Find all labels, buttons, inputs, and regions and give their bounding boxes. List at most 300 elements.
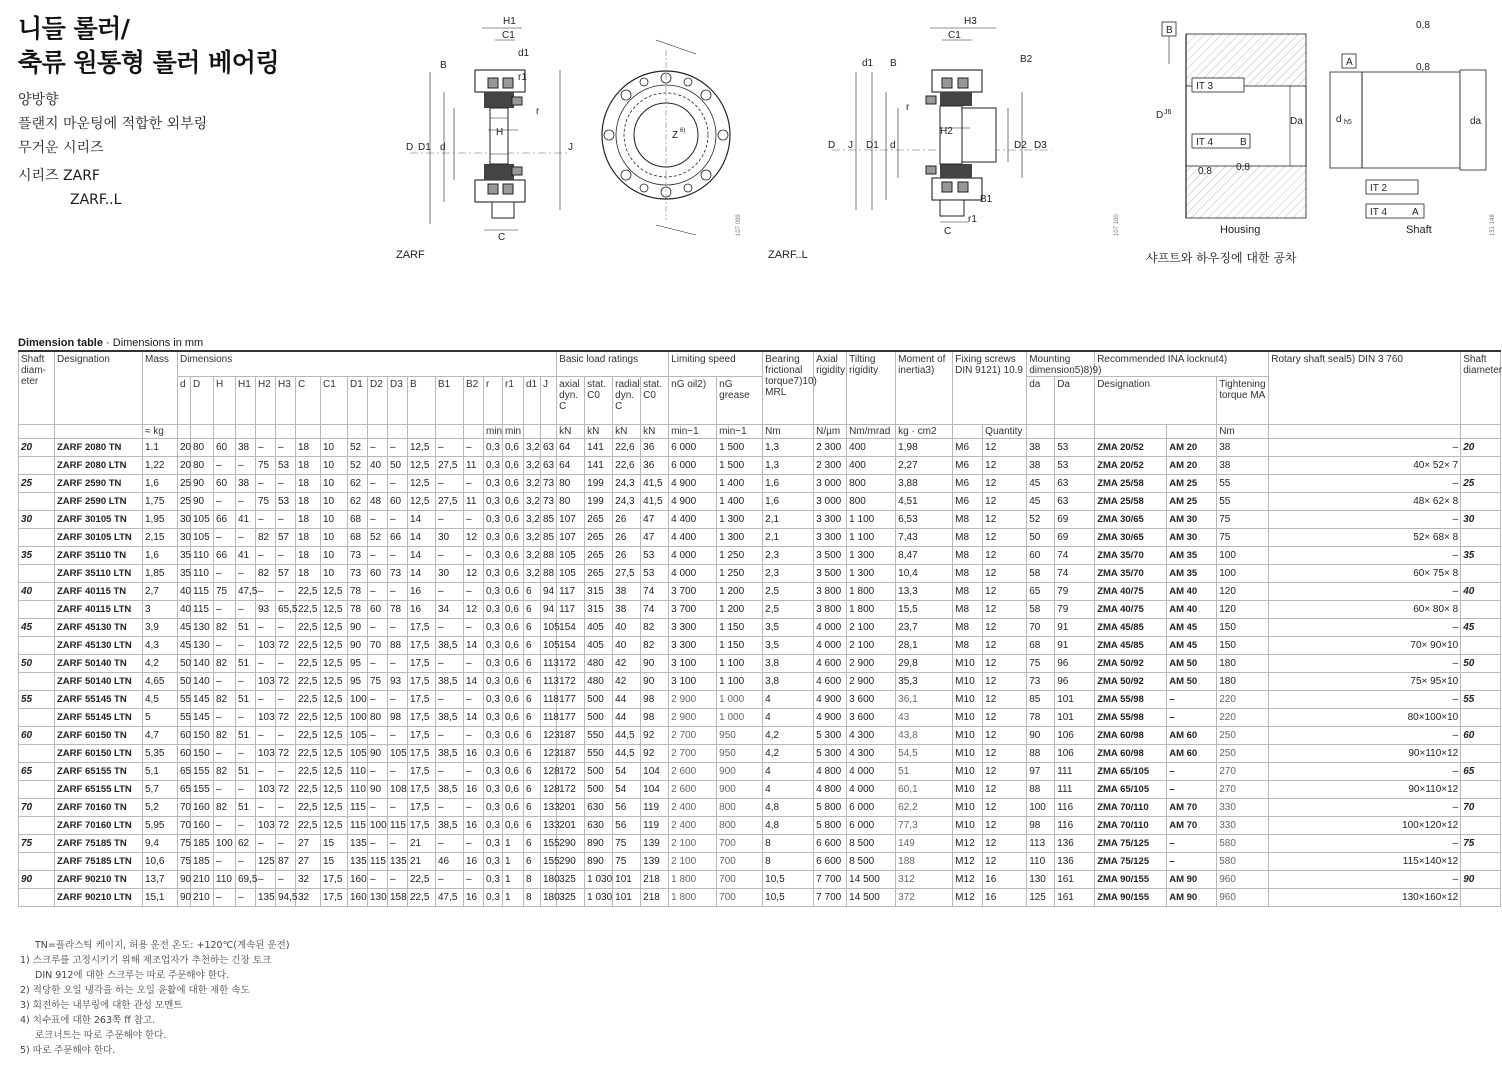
cell-nut: ZMA 25/58 bbox=[1095, 475, 1167, 493]
cell-r: 0,3 bbox=[484, 511, 503, 529]
cell-b1: – bbox=[436, 439, 464, 457]
cell-shaft2: 60 bbox=[1461, 727, 1501, 745]
cell-mrl: 1,6 bbox=[763, 493, 814, 511]
cell-ckl: 2 900 bbox=[847, 655, 896, 673]
cell-h3: 53 bbox=[276, 493, 296, 511]
cell-ac: 107 bbox=[557, 511, 585, 529]
footnote-line: DIN 912에 대한 스크루는 따로 주문해야 한다. bbox=[35, 970, 230, 981]
cell-ac0: 405 bbox=[585, 619, 613, 637]
unit-cell bbox=[388, 425, 408, 439]
label-dj6-sup: J6 bbox=[1164, 109, 1172, 116]
cell-b: 17,5 bbox=[408, 781, 436, 799]
cell-shaft2: 70 bbox=[1461, 799, 1501, 817]
cell-h3: – bbox=[276, 799, 296, 817]
cell-seal: 60× 75× 8 bbox=[1269, 565, 1461, 583]
cell-h3: – bbox=[276, 619, 296, 637]
cell-ac0: 315 bbox=[585, 583, 613, 601]
cell-shaft: 40 bbox=[19, 583, 55, 601]
cell-r1: 0,6 bbox=[503, 727, 524, 745]
cell-rc: 54 bbox=[613, 763, 641, 781]
cell-des: ZARF 30105 LTN bbox=[55, 529, 143, 547]
cell-rc: 54 bbox=[613, 781, 641, 799]
cell-seal: – bbox=[1269, 871, 1461, 889]
cell-am: – bbox=[1167, 709, 1217, 727]
cell-ckl: 6 000 bbox=[847, 799, 896, 817]
cell-screw: M12 bbox=[953, 889, 983, 907]
cell-r: 0,3 bbox=[484, 619, 503, 637]
cell-seal: 90×110×12 bbox=[1269, 745, 1461, 763]
cell-screw: M10 bbox=[953, 673, 983, 691]
cell-mm: 54,5 bbox=[896, 745, 953, 763]
cell-ac0: 265 bbox=[585, 511, 613, 529]
label-h2: H2 bbox=[940, 126, 953, 137]
cell-h: – bbox=[214, 853, 236, 871]
cell-ma: 960 bbox=[1217, 889, 1269, 907]
cell-c: 32 bbox=[296, 889, 321, 907]
cell-b: 17,5 bbox=[408, 637, 436, 655]
cell-b1: 27,5 bbox=[436, 493, 464, 511]
subtitle-direction: 양방향 bbox=[18, 92, 59, 108]
cell-qty: 12 bbox=[983, 583, 1027, 601]
cell-b: 22,5 bbox=[408, 889, 436, 907]
cell-cal: 4 600 bbox=[814, 655, 847, 673]
cell-d: 160 bbox=[191, 817, 214, 835]
cell-da: 74 bbox=[1055, 547, 1095, 565]
cell-d1: 6 bbox=[524, 583, 541, 601]
drawing-code-2: 107 100 bbox=[1114, 214, 1120, 236]
col-radial-dyn: radial dyn. C bbox=[613, 377, 641, 425]
series-label-l: ZARF..L bbox=[70, 192, 122, 208]
cell-d1: 68 bbox=[348, 511, 368, 529]
cell-d1: 6 bbox=[524, 637, 541, 655]
cell-c: 18 bbox=[296, 565, 321, 583]
cell-seal: – bbox=[1269, 583, 1461, 601]
cell-cal: 4 000 bbox=[814, 619, 847, 637]
cell-ac: 172 bbox=[557, 673, 585, 691]
cell-rc0: 82 bbox=[641, 619, 669, 637]
cell-d3: – bbox=[388, 475, 408, 493]
cell-d3: 88 bbox=[388, 637, 408, 655]
cell-mrl: 1,3 bbox=[763, 457, 814, 475]
cell-qty: 12 bbox=[983, 637, 1027, 655]
cell-da: 101 bbox=[1055, 691, 1095, 709]
cell-r1: 0,6 bbox=[503, 817, 524, 835]
cell-ckl: 1 100 bbox=[847, 529, 896, 547]
cell-cal: 4 800 bbox=[814, 781, 847, 799]
label-h: H bbox=[496, 127, 504, 138]
cell-mass: 5,7 bbox=[143, 781, 178, 799]
cell-mrl: 3,8 bbox=[763, 655, 814, 673]
cell-oil: 3 100 bbox=[669, 673, 717, 691]
cell-des: ZARF 50140 LTN bbox=[55, 673, 143, 691]
cell-b1: – bbox=[436, 547, 464, 565]
cell-mass: 1,85 bbox=[143, 565, 178, 583]
unit-cell: min−1 bbox=[669, 425, 717, 439]
cell-da: 69 bbox=[1055, 529, 1095, 547]
cell-h: 66 bbox=[214, 511, 236, 529]
footnote-line: 로크너트는 따로 주문해야 한다. bbox=[35, 1030, 167, 1041]
table-row bbox=[19, 691, 1501, 709]
cell-j: 88 bbox=[541, 547, 557, 565]
cell-d: 185 bbox=[191, 835, 214, 853]
cell-ma: 220 bbox=[1217, 691, 1269, 709]
cell-rc: 101 bbox=[613, 889, 641, 907]
title-block bbox=[18, 12, 378, 212]
cell-r: 0,3 bbox=[484, 475, 503, 493]
label-l-d1-outer: D1 bbox=[866, 140, 879, 151]
cell-b: 17,5 bbox=[408, 691, 436, 709]
cell-r1: 1 bbox=[503, 853, 524, 871]
cell-h1: 38 bbox=[236, 475, 256, 493]
col-dim-h1: H1 bbox=[236, 377, 256, 425]
col-mounting: Mounting dimension5)8)9) bbox=[1027, 351, 1095, 377]
cell-nut: ZMA 40/75 bbox=[1095, 601, 1167, 619]
unit-cell bbox=[1095, 425, 1167, 439]
cell-b2: 16 bbox=[464, 745, 484, 763]
cell-c1: 12,5 bbox=[321, 727, 348, 745]
cell-shaft bbox=[19, 601, 55, 619]
cell-h2: 103 bbox=[256, 817, 276, 835]
cell-b1: – bbox=[436, 475, 464, 493]
cell-mrl: 3,5 bbox=[763, 619, 814, 637]
cell-d3: 50 bbox=[388, 457, 408, 475]
cell-b: 14 bbox=[408, 529, 436, 547]
cell-b1: – bbox=[436, 727, 464, 745]
cell-grease: 1 500 bbox=[717, 439, 763, 457]
cell-da: 125 bbox=[1027, 889, 1055, 907]
cell-d1: 3,2 bbox=[524, 493, 541, 511]
cell-b1: – bbox=[436, 583, 464, 601]
cell-screw: M10 bbox=[953, 709, 983, 727]
cell-d1: 6 bbox=[524, 655, 541, 673]
cell-ckl: 14 500 bbox=[847, 889, 896, 907]
cell-ckl: 3 600 bbox=[847, 709, 896, 727]
cell-da: 65 bbox=[1027, 583, 1055, 601]
cell-shaft bbox=[19, 853, 55, 871]
cell-da: 161 bbox=[1055, 871, 1095, 889]
cell-nut: ZMA 50/92 bbox=[1095, 673, 1167, 691]
cell-d1: 6 bbox=[524, 709, 541, 727]
roughness-3: 0,8 bbox=[1416, 20, 1430, 31]
label-l-c1: C1 bbox=[948, 30, 961, 41]
cell-nut: ZMA 30/65 bbox=[1095, 511, 1167, 529]
cell-h3: – bbox=[276, 727, 296, 745]
cell-j: 88 bbox=[541, 565, 557, 583]
cell-r1: 0,6 bbox=[503, 583, 524, 601]
cell-ckl: 2 900 bbox=[847, 673, 896, 691]
cell-grease: 1 100 bbox=[717, 655, 763, 673]
unit-cell bbox=[408, 425, 436, 439]
cell-j: 180 bbox=[541, 871, 557, 889]
cell-r: 0,3 bbox=[484, 691, 503, 709]
cell-h3: 94,5 bbox=[276, 889, 296, 907]
col-shaft-diameter: Shaft diam- eter bbox=[19, 351, 55, 425]
cell-shaft2 bbox=[1461, 673, 1501, 691]
label-d1-outer: D1 bbox=[418, 142, 431, 153]
cell-rc: 40 bbox=[613, 619, 641, 637]
cell-b2: – bbox=[464, 475, 484, 493]
col-dim-c1: C1 bbox=[321, 377, 348, 425]
cell-c: 22,5 bbox=[296, 691, 321, 709]
cell-d3: 98 bbox=[388, 709, 408, 727]
cell-h1: – bbox=[236, 673, 256, 691]
cell-mass: 5,35 bbox=[143, 745, 178, 763]
cell-d2: – bbox=[368, 475, 388, 493]
cell-h: 75 bbox=[214, 583, 236, 601]
cell-b: 12,5 bbox=[408, 493, 436, 511]
cell-shaft: 75 bbox=[19, 835, 55, 853]
cell-d3: – bbox=[388, 691, 408, 709]
cell-ac0: 265 bbox=[585, 529, 613, 547]
cell-oil: 3 300 bbox=[669, 637, 717, 655]
cell-b2: – bbox=[464, 871, 484, 889]
cell-rc0: 53 bbox=[641, 565, 669, 583]
cell-d1: 6 bbox=[524, 691, 541, 709]
table-row bbox=[19, 709, 1501, 727]
cell-rc0: 218 bbox=[641, 871, 669, 889]
cell-d: 50 bbox=[178, 673, 191, 691]
cell-h2: – bbox=[256, 835, 276, 853]
cell-b1: 34 bbox=[436, 601, 464, 619]
cell-seal: 40× 52× 7 bbox=[1269, 457, 1461, 475]
label-c1: C1 bbox=[502, 30, 515, 41]
cell-oil: 2 700 bbox=[669, 727, 717, 745]
cell-oil: 3 700 bbox=[669, 583, 717, 601]
cell-h1: – bbox=[236, 709, 256, 727]
cell-r1: 1 bbox=[503, 871, 524, 889]
cell-cal: 3 800 bbox=[814, 583, 847, 601]
table-row bbox=[19, 799, 1501, 817]
cell-h: – bbox=[214, 457, 236, 475]
cell-seal: 52× 68× 8 bbox=[1269, 529, 1461, 547]
cell-des: ZARF 60150 LTN bbox=[55, 745, 143, 763]
cell-cal: 4 900 bbox=[814, 691, 847, 709]
cell-d1: 105 bbox=[348, 745, 368, 763]
cell-nut: ZMA 25/58 bbox=[1095, 493, 1167, 511]
cell-d1: 73 bbox=[348, 565, 368, 583]
cell-b: 17,5 bbox=[408, 727, 436, 745]
cell-d2: – bbox=[368, 763, 388, 781]
cell-seal: – bbox=[1269, 439, 1461, 457]
cell-b1: 38,5 bbox=[436, 817, 464, 835]
cell-j: 155 bbox=[541, 835, 557, 853]
cell-ac0: 480 bbox=[585, 655, 613, 673]
cell-r1: 0,6 bbox=[503, 655, 524, 673]
cell-d: 45 bbox=[178, 619, 191, 637]
cell-mass: 4,2 bbox=[143, 655, 178, 673]
cell-r1: 0,6 bbox=[503, 763, 524, 781]
cell-rc0: 74 bbox=[641, 583, 669, 601]
cell-j: 118 bbox=[541, 691, 557, 709]
cell-shaft2 bbox=[1461, 745, 1501, 763]
cell-da: 111 bbox=[1055, 763, 1095, 781]
subtitle-heavy-series: 무거운 시리즈 bbox=[18, 140, 104, 156]
cell-des: ZARF 2080 LTN bbox=[55, 457, 143, 475]
cell-qty: 12 bbox=[983, 691, 1027, 709]
table-row bbox=[19, 781, 1501, 799]
cell-am: AM 70 bbox=[1167, 799, 1217, 817]
cell-ac: 201 bbox=[557, 799, 585, 817]
cell-d2: 80 bbox=[368, 709, 388, 727]
cell-d: 20 bbox=[178, 439, 191, 457]
cell-da: 110 bbox=[1027, 853, 1055, 871]
cell-d: 105 bbox=[191, 529, 214, 547]
cell-grease: 700 bbox=[717, 853, 763, 871]
cell-b2: 16 bbox=[464, 853, 484, 871]
cell-nut: ZMA 50/92 bbox=[1095, 655, 1167, 673]
col-dim-r1: r1 bbox=[503, 377, 524, 425]
cell-d2: 60 bbox=[368, 565, 388, 583]
cell-ac: 325 bbox=[557, 889, 585, 907]
cell-ac: 172 bbox=[557, 763, 585, 781]
cell-r: 0,3 bbox=[484, 889, 503, 907]
cell-b1: – bbox=[436, 763, 464, 781]
cell-des: ZARF 60150 TN bbox=[55, 727, 143, 745]
cell-d3: 73 bbox=[388, 565, 408, 583]
cell-h1: – bbox=[236, 457, 256, 475]
cell-b2: – bbox=[464, 799, 484, 817]
tol-it4-a-ref: A bbox=[1412, 207, 1419, 218]
cell-da: 78 bbox=[1027, 709, 1055, 727]
cell-c1: 12,5 bbox=[321, 637, 348, 655]
cell-h1: – bbox=[236, 745, 256, 763]
cell-mm: 4,51 bbox=[896, 493, 953, 511]
cell-ckl: 1 300 bbox=[847, 565, 896, 583]
col-dim-d1: D1 bbox=[348, 377, 368, 425]
cell-d: 140 bbox=[191, 655, 214, 673]
cell-d1: 6 bbox=[524, 799, 541, 817]
cell-seal: 130×160×12 bbox=[1269, 889, 1461, 907]
cell-oil: 2 100 bbox=[669, 835, 717, 853]
col-axial-rigidity: Axial rigidity bbox=[814, 351, 847, 425]
label-d2: D2 bbox=[1014, 140, 1027, 151]
cell-cal: 3 000 bbox=[814, 493, 847, 511]
cell-h: 82 bbox=[214, 763, 236, 781]
cell-c1: 10 bbox=[321, 529, 348, 547]
cell-shaft bbox=[19, 781, 55, 799]
col-dim-h: H bbox=[214, 377, 236, 425]
cell-h2: – bbox=[256, 691, 276, 709]
cell-b: 17,5 bbox=[408, 655, 436, 673]
cell-nut: ZMA 90/155 bbox=[1095, 871, 1167, 889]
cell-h3: – bbox=[276, 835, 296, 853]
cell-seal: 75× 95×10 bbox=[1269, 673, 1461, 691]
cell-c1: 12,5 bbox=[321, 691, 348, 709]
cell-rc0: 119 bbox=[641, 817, 669, 835]
cell-r: 0,3 bbox=[484, 799, 503, 817]
cell-h1: 69,5 bbox=[236, 871, 256, 889]
drawing-zarfl-section bbox=[822, 10, 1062, 242]
cell-h1: – bbox=[236, 817, 256, 835]
cell-ac0: 199 bbox=[585, 493, 613, 511]
cell-rc0: 104 bbox=[641, 763, 669, 781]
cell-j: 63 bbox=[541, 457, 557, 475]
cell-c1: 12,5 bbox=[321, 709, 348, 727]
roughness-4: 0,8 bbox=[1416, 62, 1430, 73]
cell-nut: ZMA 35/70 bbox=[1095, 547, 1167, 565]
cell-d1: 3,2 bbox=[524, 457, 541, 475]
cell-ma: 100 bbox=[1217, 547, 1269, 565]
cell-h3: – bbox=[276, 511, 296, 529]
cell-r1: 0,6 bbox=[503, 745, 524, 763]
cell-ac0: 480 bbox=[585, 673, 613, 691]
cell-shaft2 bbox=[1461, 637, 1501, 655]
cell-mass: 3,9 bbox=[143, 619, 178, 637]
subtitle-flange: 플랜지 마운팅에 적합한 외부링 bbox=[18, 116, 208, 132]
cell-ac0: 141 bbox=[585, 457, 613, 475]
cell-r: 0,3 bbox=[484, 655, 503, 673]
cell-d1: 3,2 bbox=[524, 565, 541, 583]
cell-j: 133 bbox=[541, 817, 557, 835]
cell-j: 180 bbox=[541, 889, 557, 907]
cell-ma: 180 bbox=[1217, 673, 1269, 691]
cell-b1: 30 bbox=[436, 565, 464, 583]
cell-h1: 62 bbox=[236, 835, 256, 853]
cell-grease: 1 250 bbox=[717, 565, 763, 583]
cell-h2: 82 bbox=[256, 565, 276, 583]
cell-mass: 4,5 bbox=[143, 691, 178, 709]
cell-d1: 6 bbox=[524, 817, 541, 835]
cell-h1: 47,5 bbox=[236, 583, 256, 601]
cell-ma: 270 bbox=[1217, 763, 1269, 781]
cell-des: ZARF 2590 TN bbox=[55, 475, 143, 493]
cell-ckl: 800 bbox=[847, 493, 896, 511]
cell-cal: 3 500 bbox=[814, 547, 847, 565]
cell-seal: 60× 80× 8 bbox=[1269, 601, 1461, 619]
cell-c1: 17,5 bbox=[321, 871, 348, 889]
cell-d: 65 bbox=[178, 781, 191, 799]
cell-h2: 103 bbox=[256, 673, 276, 691]
cell-j: 94 bbox=[541, 583, 557, 601]
cell-da: 63 bbox=[1055, 493, 1095, 511]
cell-grease: 900 bbox=[717, 781, 763, 799]
cell-h: 82 bbox=[214, 691, 236, 709]
cell-b2: 16 bbox=[464, 781, 484, 799]
cell-ac0: 1 030 bbox=[585, 871, 613, 889]
cell-h1: – bbox=[236, 781, 256, 799]
cell-d3: – bbox=[388, 511, 408, 529]
cell-am: AM 20 bbox=[1167, 439, 1217, 457]
datum-a: A bbox=[1346, 57, 1353, 68]
cell-j: 128 bbox=[541, 763, 557, 781]
col-axial-dyn: axial dyn. C bbox=[557, 377, 585, 425]
label-l-r: r bbox=[906, 102, 910, 113]
cell-seal: – bbox=[1269, 691, 1461, 709]
cell-da: 58 bbox=[1027, 565, 1055, 583]
unit-cell bbox=[348, 425, 368, 439]
cell-b2: – bbox=[464, 763, 484, 781]
cell-r1: 0,6 bbox=[503, 601, 524, 619]
cell-oil: 4 000 bbox=[669, 565, 717, 583]
cell-ac: 201 bbox=[557, 817, 585, 835]
col-dim-h3: H3 bbox=[276, 377, 296, 425]
cell-cal: 4 600 bbox=[814, 673, 847, 691]
cell-mrl: 2,3 bbox=[763, 547, 814, 565]
cell-mm: 51 bbox=[896, 763, 953, 781]
cell-da: 98 bbox=[1027, 817, 1055, 835]
cell-b2: 16 bbox=[464, 889, 484, 907]
cell-d: 150 bbox=[191, 745, 214, 763]
table-row bbox=[19, 853, 1501, 871]
cell-am: AM 60 bbox=[1167, 745, 1217, 763]
footnote-line: 3) 회전하는 내부링에 대한 관성 모멘트 bbox=[20, 1000, 183, 1011]
cell-c: 22,5 bbox=[296, 601, 321, 619]
cell-c1: 12,5 bbox=[321, 655, 348, 673]
cell-mm: 36,1 bbox=[896, 691, 953, 709]
cell-am: – bbox=[1167, 835, 1217, 853]
cell-grease: 1 000 bbox=[717, 691, 763, 709]
cell-h3: – bbox=[276, 583, 296, 601]
